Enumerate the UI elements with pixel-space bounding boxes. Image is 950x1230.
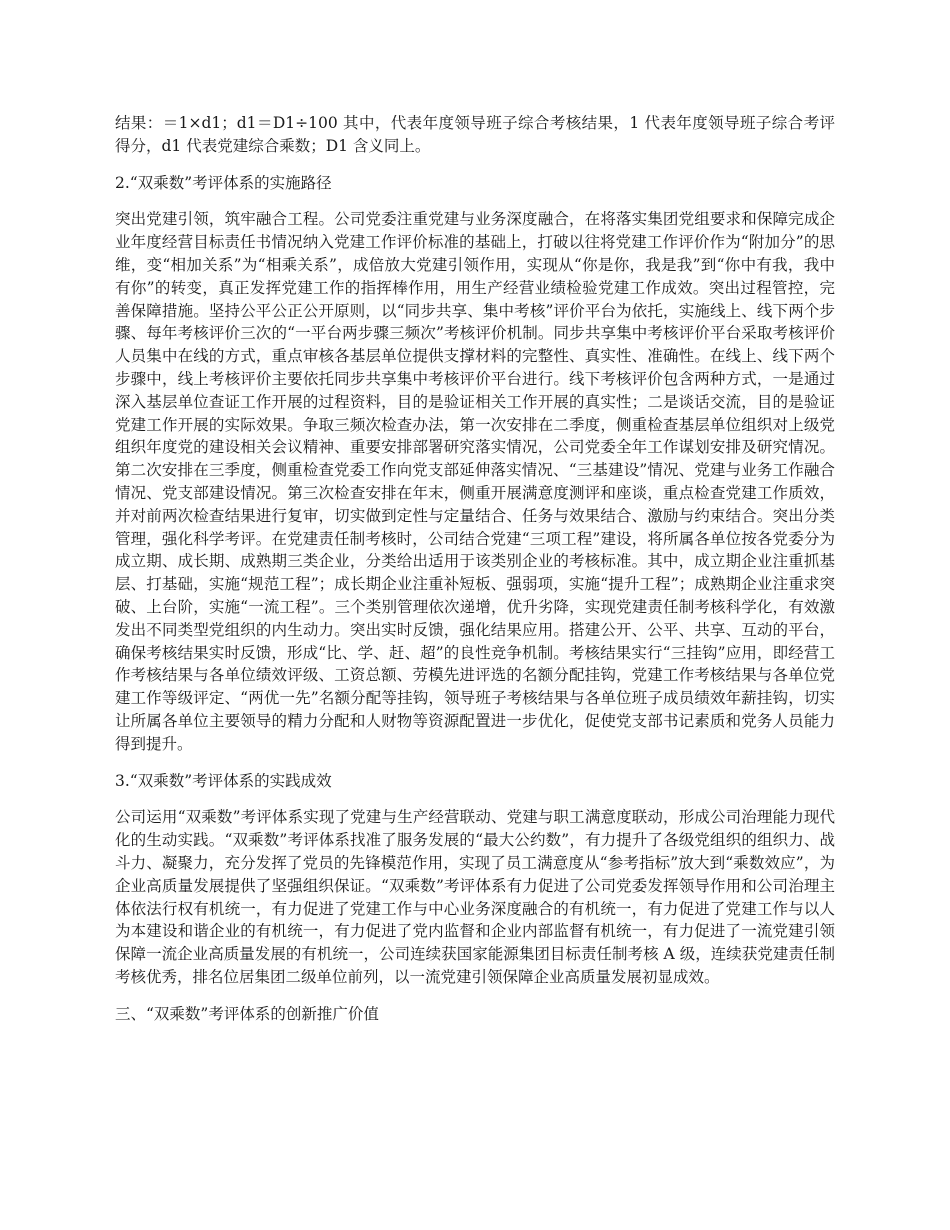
heading-practice-results: 3.“双乘数”考评体系的实践成效 [115,771,332,790]
heading-implementation-path: 2.“双乘数”考评体系的实施路径 [115,173,332,192]
paragraph-formula: 结果：＝1×d1；d1＝D1÷100 其中，代表年度领导班子综合考核结果，1 代表年度领导班子综合考评得分，d1 代表党建综合乘数；D1 含义同上。 [115,114,835,155]
paragraph-practice-results: 公司运用“双乘数”考评体系实现了党建与生产经营联动、党建与职工满意度联动，形成公司治理能力现代化的生动实践。“双乘数”考评体系找准了服务发展的“最大公约数”，有力提升了各级党组织的组织力、战斗力、凝聚力，充分发挥了党员的先锋模范作用，实现了员工满意度从“参考指标”放大到“乘数效应”，为企业高质量发展提供了坚强组织保证。“双乘数”考评体系有力促进了公司党委发挥领导作用和公司治理主体依法行权有机统一，有力促进了党建工作与中心业务深度融合的有机统一，有力促进了党建工作与以人为本建设和谐企业的有机统一，有力促进了党内监督和企业内部监督有机统一，有力促进了一流党建引领保障一流企业高质量发展的有机统一，公司连续获国家能源集团目标责任制考核 A 级，连续获党建责任制考核优秀，排名位居集团二级单位前列，以一流党建引领保障企业高质量发展初显成效。 [115,808,835,986]
document-page [115,112,835,1039]
paragraph-implementation-path: 突出党建引领，筑牢融合工程。公司党委注重党建与业务深度融合，在将落实集团党组要求和保障完成企业年度经营目标责任书情况纳入党建工作评价标准的基础上，打破以往将党建工作评价作为“附加分”的思维，变“相加关系”为“相乘关系”，成倍放大党建引领作用，实现从“你是你，我是我”到“你中有我，我中有你”的转变，真正发挥党建工作的指挥棒作用，用生产经营业绩检验党建工作成效。突出过程管控，完善保障措施。坚持公平公正公开原则，以“同步共享、集中考核”评价平台为依托，实施线上、线下两个步骤、每年考核评价三次的“一平台两步骤三频次”考核评价机制。同步共享集中考核评价平台采取考核评价人员集中在线的方式，重点审核各基层单位提供支撑材料的完整性、真实性、准确性。在线上、线下两个步骤中，线上考核评价主要依托同步共享集中考核评价平台进行。线下考核评价包含两种方式，一是通过深入基层单位查证工作开展的过程资料，目的是验证相关工作开展的真实性；二是谈话交流，目的是验证党建工作开展的实际效果。争取三频次检查办法，第一次安排在二季度，侧重检查基层单位组织对上级党组织年度党的建设相关会议精神、重要安排部署研究落实情况，公司党委全年工作谋划安排及研究情况。第二次安排在三季度，侧重检查党委工作向党支部延伸落实情况、“三基建设”情况、党建与业务工作融合情况、党支部建设情况。第三次检查安排在年末，侧重开展满意度测评和座谈，重点检查党建工作质效，并对前两次检查结果进行复审，切实做到定性与定量结合、任务与效果结合、激励与约束结合。突出分类管理，强化科学考评。在党建责任制考核时，公司结合党建“三项工程”建设，将所属各单位按各党委分为成立期、成长期、成熟期三类企业，分类给出适用于该类别企业的考核标准。其中，成立期企业注重抓基层、打基础，实施“规范工程”；成长期企业注重补短板、强弱项，实施“提升工程”；成熟期企业注重求突破、上台阶，实施“一流工程”。三个类别管理依次递增，优升劣降，实现党建责任制考核科学化，有效激发出不同类型党组织的内生动力。突出实时反馈，强化结果应用。搭建公开、公平、共享、互动的平台，确保考核结果实时反馈，形成“比、学、赶、超”的良性竞争机制。考核结果实行“三挂钩”应用，即经营工作考核结果与各单位绩效评级、工资总额、劳模先进评选的名额分配挂钩，党建工作考核结果与各单位党建工作等级评定、“两优一先”名额分配等挂钩，领导班子考核结果与各单位班子成员绩效年薪挂钩，切实让所属各单位主要领导的精力分配和人财物等资源配置进一步优化，促使党支部书记素质和党务人员能力得到提升。 [115,210,835,753]
heading-innovation-value: 三、“双乘数”考评体系的创新推广价值 [115,1004,379,1023]
